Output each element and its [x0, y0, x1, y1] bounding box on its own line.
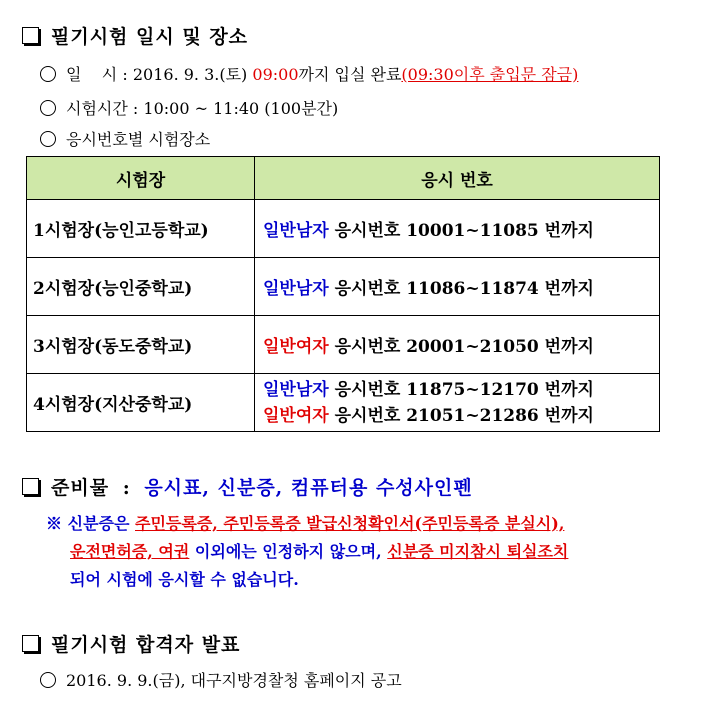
venue-table — [26, 156, 660, 432]
group-label: 일반여자 — [263, 405, 329, 426]
table-row — [27, 374, 660, 432]
site-cell: 4시험장(지산중학교) — [27, 374, 255, 432]
section1-title: 필기시험 일시 및 장소 — [51, 26, 249, 48]
notice-mark: ※ — [46, 514, 63, 533]
duration-colon: : — [132, 99, 139, 118]
range-cell — [255, 316, 660, 374]
table-row — [27, 316, 660, 374]
duration-value: 10:00 ~ 11:40 (100분간) — [143, 99, 339, 118]
group-label: 일반남자 — [263, 221, 329, 241]
section-heading-exam-schedule — [22, 22, 248, 49]
notice-warn: 신분증 미지참시 퇴실조치 — [387, 542, 569, 561]
notice-line-3 — [46, 566, 568, 594]
section2-colon: : — [122, 477, 131, 499]
notice-line-2 — [46, 538, 568, 566]
range-text: 응시번호 11875~12170 번까지 — [334, 379, 594, 400]
range-text: 응시번호 21051~21286 번까지 — [334, 405, 594, 426]
section-heading-supplies — [22, 473, 473, 500]
range-text: 응시번호 20001~21050 번까지 — [334, 337, 594, 357]
group-label: 일반남자 — [263, 379, 329, 400]
date-tail: 까지 입실 완료 — [298, 65, 402, 84]
notice-ids-2: 운전면허증, 여권 — [70, 542, 190, 561]
date-time: 09:00 — [252, 65, 299, 84]
group-label: 일반남자 — [263, 279, 329, 299]
range-text: 응시번호 10001~11085 번까지 — [334, 221, 594, 241]
venue-line — [40, 127, 210, 150]
group-label: 일반여자 — [263, 337, 329, 357]
circle-bullet-icon — [40, 100, 56, 116]
header-site: 시험장 — [27, 157, 255, 200]
section3-title: 필기시험 합격자 발표 — [51, 634, 241, 656]
range-line — [263, 403, 658, 429]
exam-date-line — [40, 62, 578, 85]
venue-label: 응시번호별 시험장소 — [66, 130, 211, 149]
date-colon: : — [122, 65, 128, 84]
notice-mid: 이외에는 인정하지 않으며, — [189, 542, 382, 561]
header-range: 응시 번호 — [255, 157, 660, 200]
range-line — [263, 377, 658, 403]
circle-bullet-icon — [40, 672, 56, 688]
site-cell: 3시험장(동도중학교) — [27, 316, 255, 374]
date-value: 2016. 9. 3.(토) — [132, 65, 248, 84]
exam-duration-line — [40, 96, 338, 119]
checkbox-square-icon — [22, 635, 39, 652]
site-cell: 1시험장(능인고등학교) — [27, 200, 255, 258]
site-cell: 2시험장(능인중학교) — [27, 258, 255, 316]
date-note: (09:30이후 출입문 잠금) — [401, 65, 579, 84]
date-label: 일 시 — [66, 65, 118, 84]
table-header-row — [27, 157, 660, 200]
section2-items: 응시표, 신분증, 컴퓨터용 수성사인펜 — [144, 477, 473, 499]
circle-bullet-icon — [40, 66, 56, 82]
id-notice — [46, 510, 568, 594]
range-cell — [255, 374, 660, 432]
notice-lead: 신분증은 — [67, 514, 130, 533]
circle-bullet-icon — [40, 131, 56, 147]
table-row — [27, 258, 660, 316]
range-cell — [255, 258, 660, 316]
section2-title: 준비물 — [51, 477, 110, 499]
results-line — [40, 668, 402, 691]
checkbox-square-icon — [22, 478, 39, 495]
duration-label: 시험시간 — [66, 99, 128, 118]
table-row — [27, 200, 660, 258]
notice-tail: 되어 시험에 응시할 수 없습니다. — [70, 570, 299, 589]
section-heading-results — [22, 630, 240, 657]
notice-ids-1: 주민등록증, 주민등록증 발급신청확인서(주민등록증 분실시), — [135, 514, 565, 533]
checkbox-square-icon — [22, 27, 39, 44]
range-text: 응시번호 11086~11874 번까지 — [334, 279, 594, 299]
notice-line-1 — [46, 510, 568, 538]
results-text: 2016. 9. 9.(금), 대구지방경찰청 홈페이지 공고 — [66, 671, 402, 690]
range-cell — [255, 200, 660, 258]
